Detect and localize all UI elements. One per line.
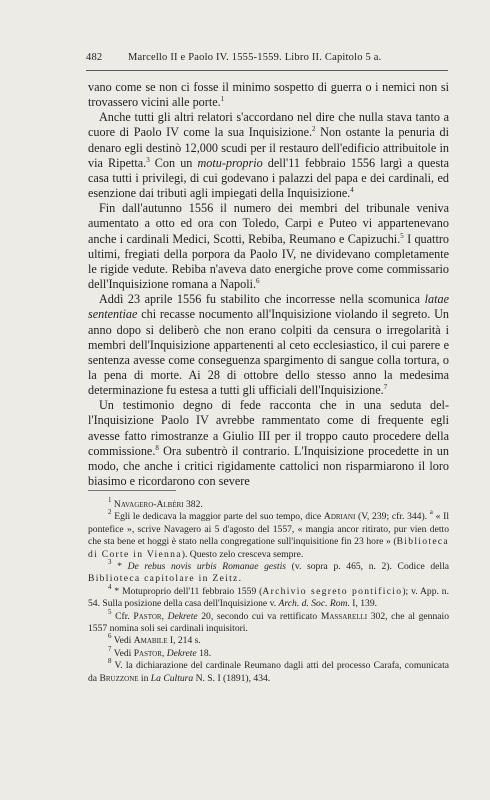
footnote: $^3$ * De rebus novis urbis Romanae gestis (v. sopra p. 465, n. 2). Codice della Biblioteca capitolare in Zeitz. [88, 558, 450, 585]
footnote: $^6$ Vedi Amabile I, 214 s. [108, 632, 201, 647]
page-number: 482 [86, 52, 103, 63]
italic-term: motu-proprio [197, 155, 263, 170]
running-header [86, 52, 444, 63]
running-title: Marcello II e Paolo IV. 1555-1559. Libro II. Capitolo 5 a. [128, 52, 382, 63]
footnote: $^2$ Egli le dedicava la maggior parte del suo tempo, dice Adriani (V, 239; cfr. 344). $^a$ « Il pontefice », scrive Navagero ai 5 d'agosto del 1557, « mangia ancor ritirato, pur vien detto che sta bene et hoggi è stato nella congregatione sull'inquisitione fin 23 hore » (Biblioteca di Corte in Vienna). Questo zelo cresceva sempre. [88, 508, 449, 560]
footnote-ref: 5 [400, 231, 404, 240]
main-text [88, 80, 449, 489]
footnote-ref: 2 [312, 125, 316, 134]
text-run: vano come se non ci fosse il minimo sospetto di guerra o i nemici non si trovassero vicini alle porte. [88, 80, 449, 110]
footnote-ref: 1 [220, 95, 225, 104]
footnote-ref: 7 [383, 383, 388, 392]
italic-term: latae sententiae [88, 292, 449, 322]
footnote: $^8$ V. la dichiarazione del cardinale Reumano dagli atti del processo Carafa, comunicata da Bruzzone in La Cultura N. S. I (1891), 434. [88, 657, 449, 684]
footnote: $^7$ Vedi Pastor, Dekrete 18. [108, 644, 212, 659]
footnote: $^1$ Navagero-Albèri 382. [108, 496, 203, 510]
footnotes [88, 496, 450, 685]
footnote-ref: 4 [350, 186, 354, 195]
footnote: $^4$ * Motuproprio dell'11 febbraio 1559 (Archivio segreto pontificio); v. App. n. 54. Sulla posizione della casa dell'Inquisizione v. Arch. d. Soc. Rom. I, 139. [88, 582, 449, 610]
footnote-ref: 8 [155, 443, 159, 452]
body-paragraph: Un testimonio degno di fede racconta che in una seduta dell'Inquisizione Paolo IV avrebbe rammentato come di frequente egli avesse fatto rimostranze a Giulio III per il troppo cauto procedere della commissione.$^8$ Ora subentrò il contrario. L'Inquisizione procedette in un modo, che anche i critici rigidamente cattolici non risparmiarono il loro biasimo e ricordarono con severe [88, 398, 449, 489]
body-paragraph: Anche tutti gli altri relatori s'accordano nel dire che nulla stava tanto a cuore di Paolo IV come la sua Inquisizione.$^2$ Non ostante la penuria di denaro egli destinò 12,000 scudi per il restauro dell'edificio attribuitole in via Ripetta.$^3$ Con un motu-proprio dell'11 febbraio 1556 largì a questa casa tutti i privilegi, di cui godevano i palazzi del papa e dei cardinali, ed esenzione dai tributi agli impiegati della Inquisizione.$^4$ [88, 110, 449, 201]
body-paragraph: Fin dall'autunno 1556 il numero dei membri del tribunale veniva aumentato a otto ed ora con Toledo, Carpi e Puteo vi appartenevano anche i cardinali Medici, Scotti, Rebiba, Reumano e Capizuchi.$^5$ I quattro ultimi, fregiati della porpora da Paolo IV, ne dividevano completamente le rigide vedute. Rebiba n'aveva dato energiche prove come commissario dell'Inquisizione romana a Napoli.$^6$ [88, 201, 449, 292]
body-paragraph: Addì 23 aprile 1556 fu stabilito che incorresse nella scomunica latae sententiae chi recasse nocumento all'Inquisizione violando il segreto. Un anno dopo si deliberò che non erano colpiti da censura o irregolarità i membri dell'Inquisizione appartenenti al ceto ecclesiastico, il cui parere e sentenza avesse come conseguenza spargimento di sangue colla tortura, o la pena di morte. Ai 28 di ottobre dello stesso anno la medesima determinazione fu estesa a tutti gli ufficiali dell'Inquisizione.$^7$ [88, 292, 449, 398]
footnote: $^5$ Cfr. Pastor, Dekrete 20, secondo cui va rettificato Massarelli 302, che al gennaio 1557 nomina soli sei cardinali inquisitori. [88, 607, 449, 635]
footnote-ref: 6 [256, 277, 260, 286]
header-rule [86, 70, 448, 71]
footnote-ref: 3 [146, 155, 150, 164]
footnote-separator [88, 490, 176, 491]
body-paragraph [88, 80, 449, 110]
